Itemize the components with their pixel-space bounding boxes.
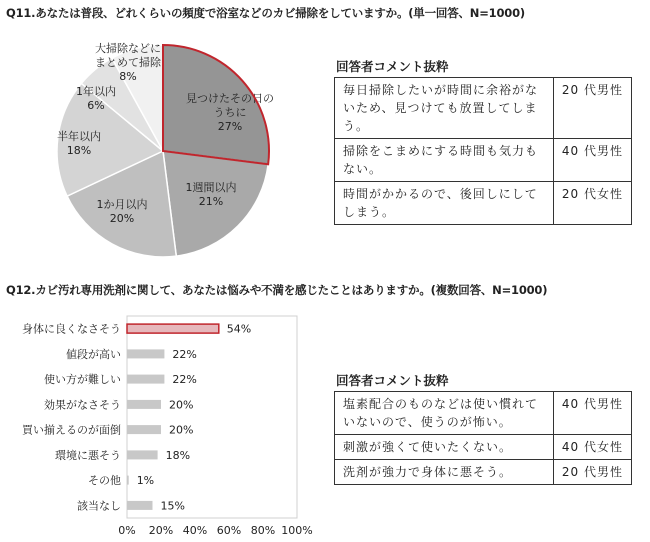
comments1-title: 回答者コメント抜粋 — [336, 59, 449, 74]
category-label: 該当なし — [77, 499, 121, 513]
x-tick-label: 80% — [250, 524, 276, 537]
bar-value-label: 22% — [172, 347, 197, 361]
bar-value-label: 1% — [136, 474, 155, 488]
comment-text: 塩素配合のものなどは使い慣れていないので、使うのが怖い。 — [335, 392, 554, 435]
pie-slice-label: 見つけたその日のうちに 27% — [186, 92, 274, 133]
bar — [127, 425, 161, 434]
comments2-row — [335, 435, 632, 460]
pie-slice-label: 1か月以内 20% — [96, 198, 148, 225]
category-label: 身体に良くなさそう — [22, 322, 121, 336]
pie-slice-label: 大掃除などにまとめて掃除 8% — [95, 42, 161, 83]
category-label: 環境に悪そう — [55, 448, 121, 462]
bar-value-label: 18% — [165, 448, 191, 462]
comment-text: 刺激が強くて使いたくない。 — [335, 435, 554, 460]
bar — [127, 375, 164, 384]
comment-text: 毎日掃除したいが時間に余裕がないため、見つけても放置してしまう。 — [335, 78, 554, 139]
x-tick-label: 40% — [182, 524, 208, 537]
q11-title: Q11.あなたは普段、どれくらいの頻度で浴室などのカビ掃除をしていますか。(単一回答、N=1000) — [6, 6, 525, 20]
pie-slice-label: 半年以内 18% — [57, 130, 101, 157]
x-tick-label: 20% — [148, 524, 174, 537]
comments1-row — [335, 78, 632, 139]
bar — [127, 450, 158, 459]
bar — [127, 324, 219, 333]
category-label: その他 — [88, 474, 121, 488]
comment-text: 掃除をこまめにする時間も気力もない。 — [335, 139, 554, 182]
bar — [127, 349, 164, 358]
comments1-row — [335, 139, 632, 182]
comments2-table — [334, 391, 632, 485]
comment-text: 時間がかかるので、後回しにしてしまう。 — [335, 182, 554, 225]
comment-respondent: 40 代女性 — [553, 435, 631, 460]
comments2-title: 回答者コメント抜粋 — [336, 373, 449, 388]
bar-value-label: 54% — [226, 322, 252, 336]
comments2-row — [335, 392, 632, 435]
comment-respondent: 20 代男性 — [553, 460, 631, 485]
comment-respondent: 40 代男性 — [553, 392, 631, 435]
q12-bar-chart — [0, 316, 320, 536]
comments1-row — [335, 182, 632, 225]
category-label: 買い揃えるのが面倒 — [22, 423, 121, 437]
bar-value-label: 20% — [169, 423, 194, 437]
q11-pie-chart — [0, 30, 330, 270]
x-tick-label: 0% — [118, 524, 136, 537]
category-label: 効果がなさそう — [44, 398, 121, 412]
comments2-row — [335, 460, 632, 485]
comments1-table — [334, 77, 632, 225]
comment-respondent: 40 代男性 — [553, 139, 631, 182]
x-tick-label: 60% — [216, 524, 242, 537]
bar-value-label: 22% — [172, 373, 197, 387]
q12-title: Q12.カビ汚れ専用洗剤に関して、あなたは悩みや不満を感じたことはありますか。(複数回答、N=1000) — [6, 283, 548, 297]
comment-text: 洗剤が強力で身体に悪そう。 — [335, 460, 554, 485]
x-tick-label: 100% — [281, 524, 313, 537]
comment-respondent: 20 代女性 — [553, 182, 631, 225]
bar-value-label: 20% — [169, 398, 194, 412]
bar-value-label: 15% — [160, 499, 185, 513]
category-label: 使い方が難しい — [44, 373, 121, 387]
plot-area — [127, 316, 297, 518]
category-label: 値段が高い — [66, 347, 121, 361]
comment-respondent: 20 代男性 — [553, 78, 631, 139]
pie-slice-label: 1週間以内 21% — [185, 181, 237, 208]
bar — [127, 501, 153, 510]
bar — [127, 476, 129, 485]
pie-slice-label: 1年以内 6% — [76, 85, 116, 112]
bar — [127, 400, 161, 409]
